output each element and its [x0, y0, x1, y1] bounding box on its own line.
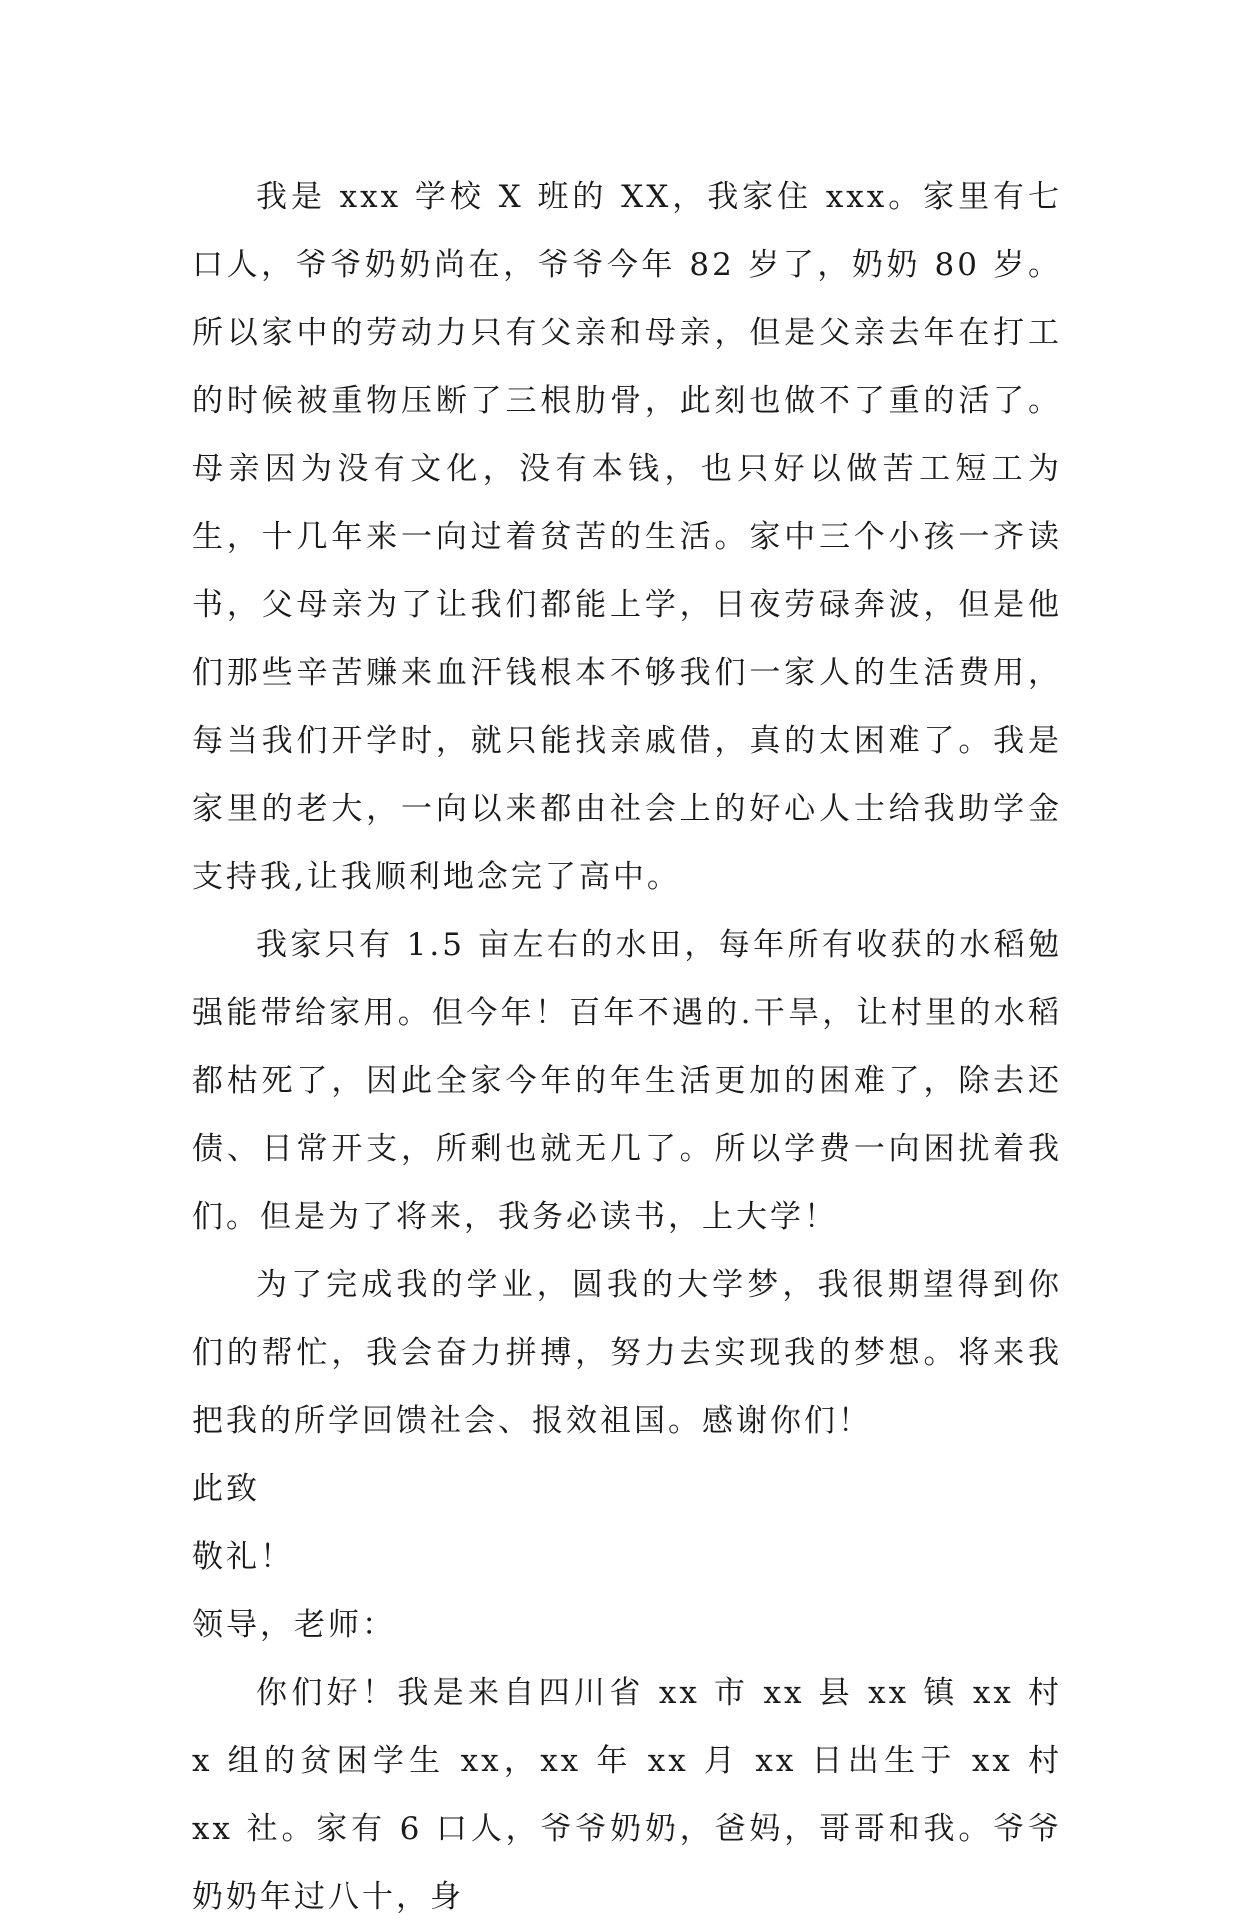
paragraph-1: 我是 xxx 学校 X 班的 XX，我家住 xxx。家里有七口人，爷爷奶奶尚在，爷爷今年 82 岁了，奶奶 80 岁。所以家中的劳动力只有父亲和母亲，但是父亲去年在打工的时候被重物压断了三根肋骨，此刻也做不了重的活了。母亲因为没有文化，没有本钱，也只好以做苦工短工为生，十几年来一向过着贫苦的生活。家中三个小孩一齐读书，父母亲为了让我们都能上学，日夜劳碌奔波，但是他们那些辛苦赚来血汗钱根本不够我们一家人的生活费用，每当我们开学时，就只能找亲戚借，真的太困难了。我是家里的老大，一向以来都由社会上的好心人士给我助学金支持我,让我顺利地念完了高中。 — [192, 179, 1062, 895]
paragraph-2: 我家只有 1.5 亩左右的水田，每年所有收获的水稻勉强能带给家用。但今年！百年不遇的.干旱，让村里的水稻都枯死了，因此全家今年的年生活更加的困难了，除去还债、日常开支，所剩也就无几了。所以学费一向困扰着我们。但是为了将来，我务必读书，上大学！ — [192, 927, 1062, 1235]
paragraph-4: 你们好！我是来自四川省 xx 市 xx 县 xx 镇 xx 村 x 组的贫困学生 xx，xx 年 xx 月 xx 日出生于 xx 村 xx 社。家有 6 口人，爷爷奶奶，爸妈，哥哥和我。爷爷奶奶年过八十，身 — [192, 1675, 1062, 1915]
salutation: 领导，老师： — [192, 1607, 396, 1643]
letter-body — [192, 163, 1062, 1931]
closing-line-1: 此致 — [192, 1471, 260, 1507]
closing-line-2: 敬礼！ — [192, 1539, 294, 1575]
paragraph-3: 为了完成我的学业，圆我的大学梦，我很期望得到你们的帮忙，我会奋力拼搏，努力去实现我的梦想。将来我把我的所学回馈社会、报效祖国。感谢你们！ — [192, 1267, 1062, 1439]
